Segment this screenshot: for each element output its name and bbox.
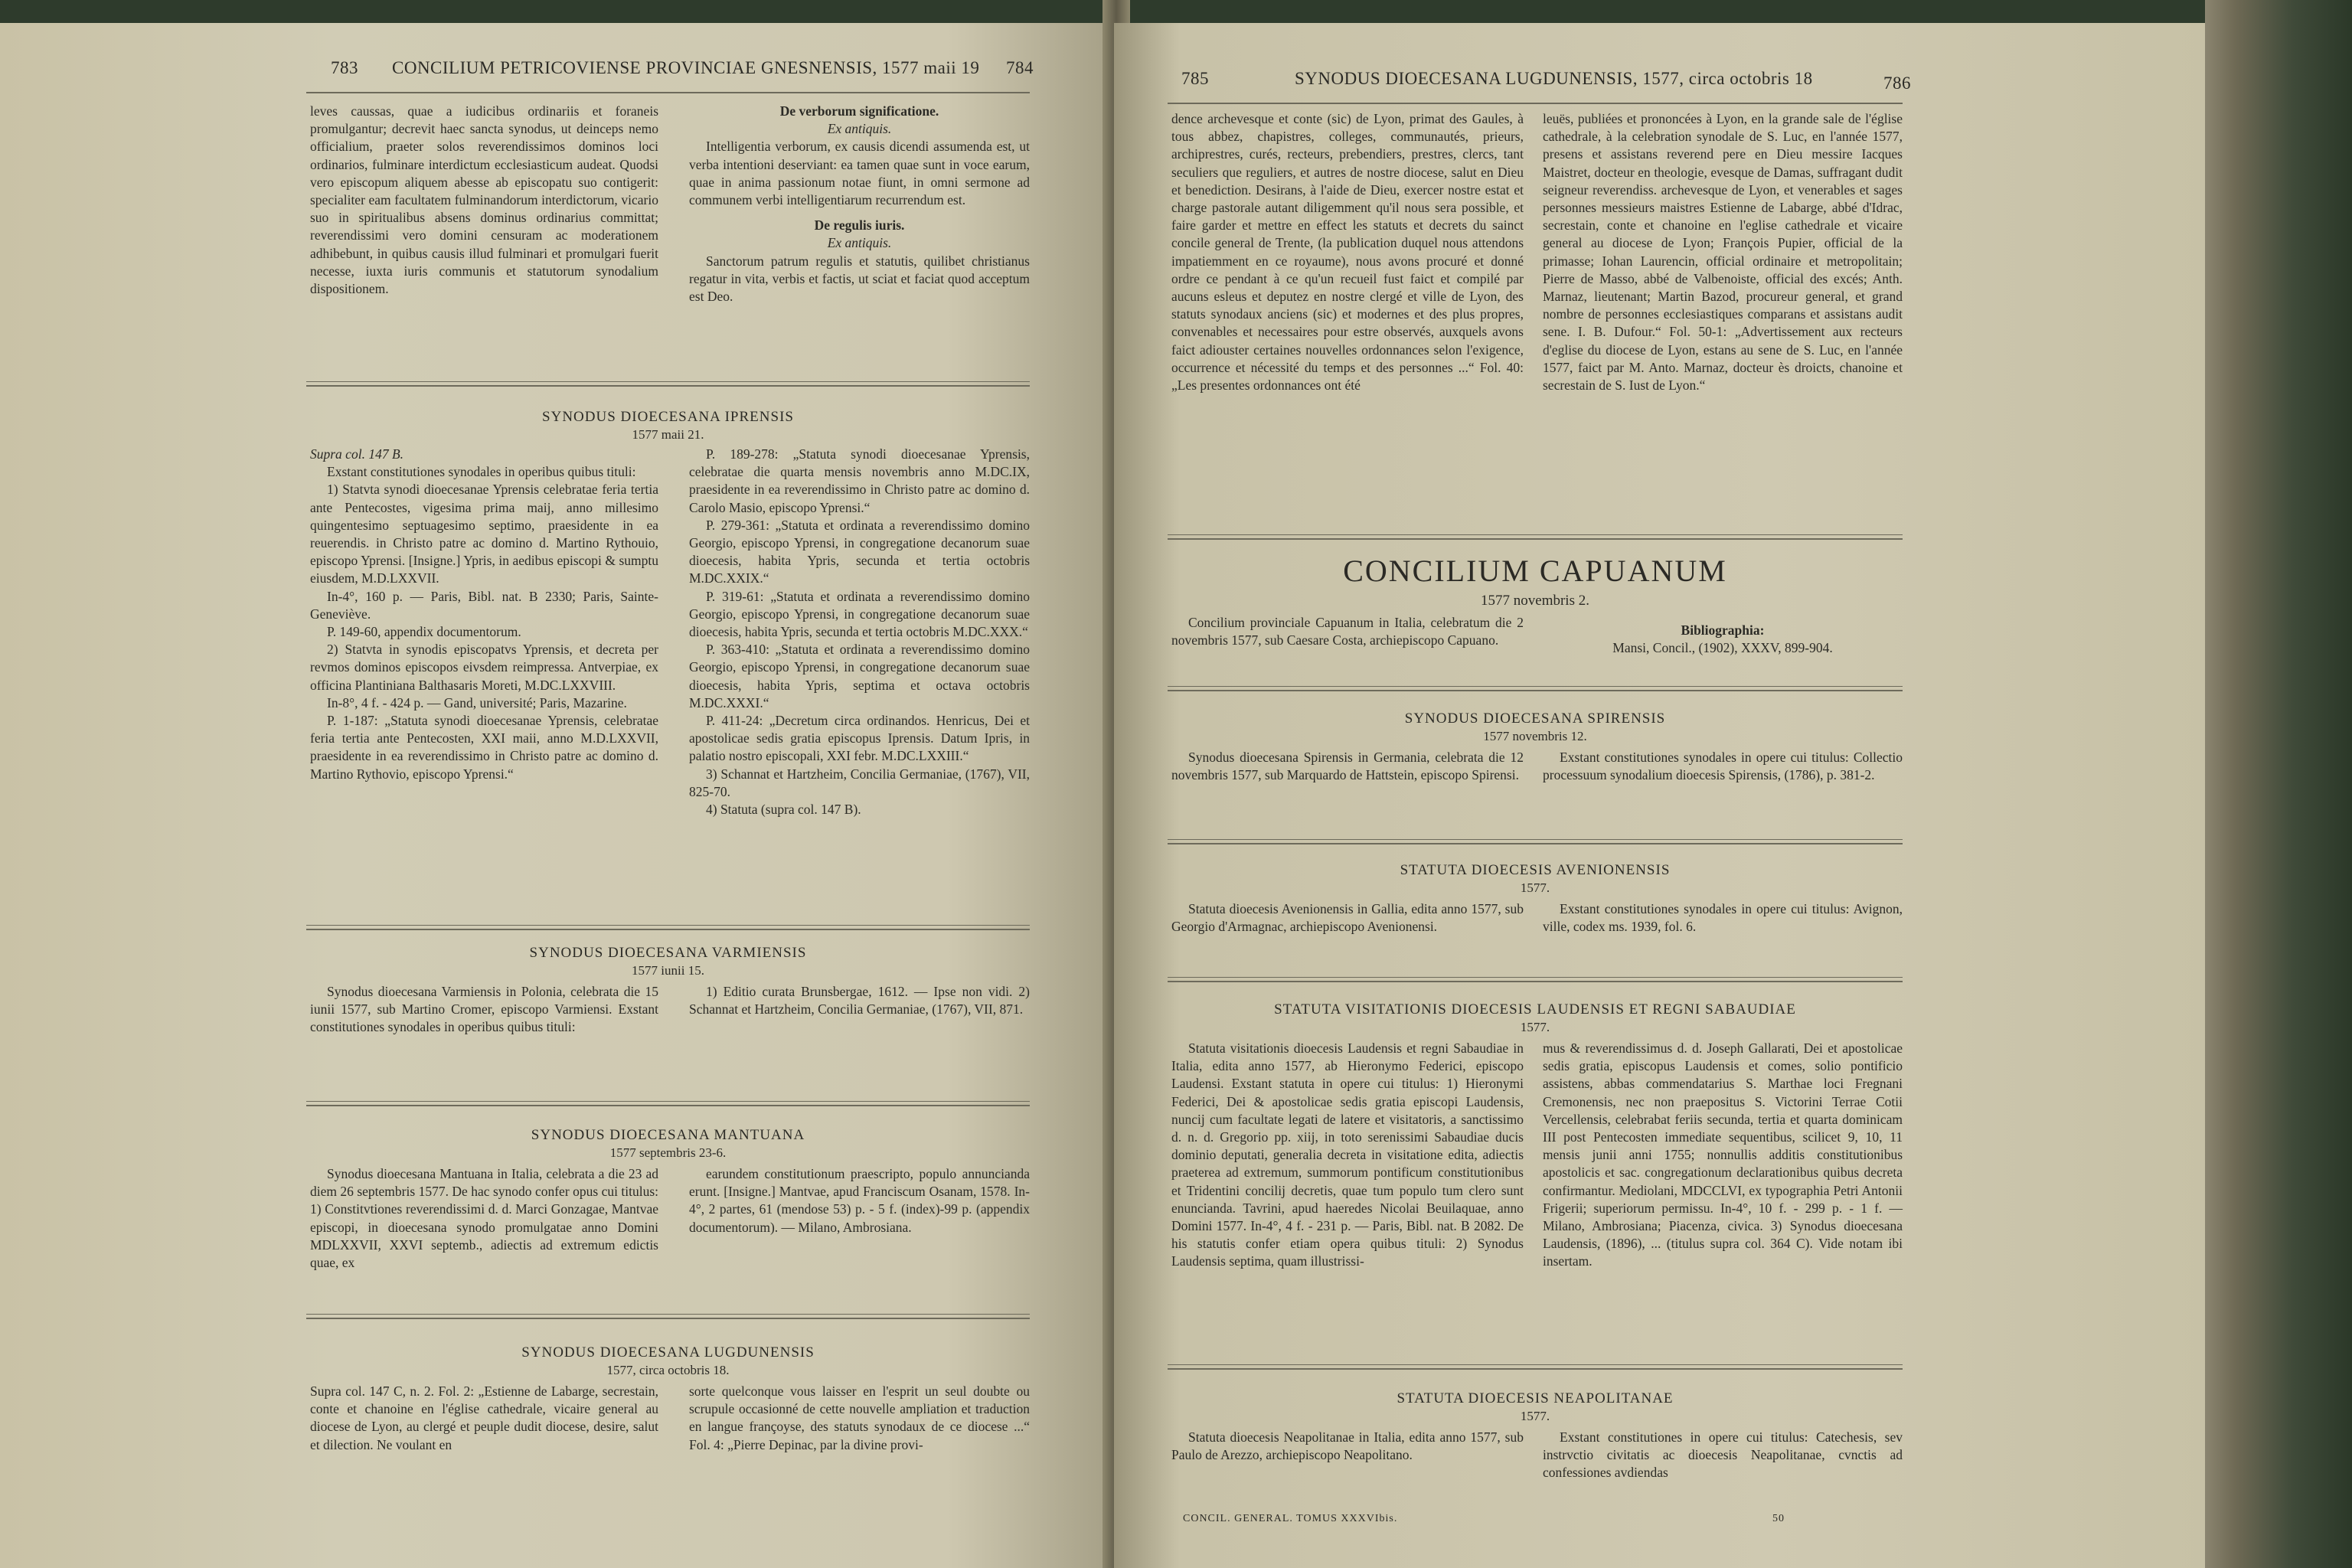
page-block-edge	[2205, 0, 2352, 1568]
section-heading: De regulis iuris.	[814, 217, 905, 234]
section-date: 1577.	[1520, 1020, 1550, 1034]
section-title: SYNODUS DIOECESANA MANTUANA	[531, 1127, 805, 1143]
section-separator	[1168, 534, 1903, 540]
section-date: 1577 septembris 23-6.	[609, 1145, 727, 1160]
council-title: CONCILIUM CAPUANUM	[1343, 554, 1727, 588]
text-column: Synodus dioecesana Mantuana in Italia, celebrata a die 23 ad diem 26 septembris 1577. De hac synodo confer opus cui titulus: 1) Constitvtiones reverendissimi d. d. Marci Gonzagae, Mantvae episcopi, in dioecesana synodo promulgatae anno Domini MDLXXVII, XXVI septemb., adiectis ad extremum edictis quae, ex	[310, 1166, 658, 1271]
section-separator	[1168, 977, 1903, 982]
page-number-783: 783	[331, 58, 358, 77]
section-date: 1577 iunii 15.	[632, 963, 704, 978]
text-column: 1) Editio curata Brunsbergae, 1612. — Ipse non vidi. 2) Schannat et Hartzheim, Concilia Germaniae, (1767), VII, 871.	[689, 984, 1030, 1018]
section-separator	[1168, 1364, 1903, 1370]
section-date: 1577 maii 21.	[632, 427, 704, 442]
header-rule	[1168, 103, 1903, 104]
text-column: leves caussas, quae a iudicibus ordinariis et foraneis promulgantur; decrevit haec sancta synodus, ut deinceps nemo officialium, praeter solos reverendissimos dominos loci ordinarios, fulminare interdictum ecclesiasticum audeat. Quodsi vero episcopum aliquem abesse ab episcopatu suo contigerit: specialiter eam facultatem fulminandorum interdictorum, vicario suo in spiritualibus absens dominus ordinarius committat; reverendissimi vero domini censuram ac moderationem adhibebunt, in quibus causis illud fulminari et promulgari fuerit necesse, iuxta iuris communis et statutorum synodalium dispositionem.	[310, 103, 658, 297]
section-subheading: Ex antiquis.	[827, 121, 892, 137]
section-separator	[306, 1101, 1030, 1106]
text-column: Exstant constitutiones synodales in opere cui titulus: Collectio processuum synodalium dioecesis Spirensis, (1786), p. 381-2.	[1543, 750, 1903, 783]
bibliography	[1543, 622, 1903, 657]
text-column: dence archevesque et conte (sic) de Lyon, primat des Gaules, à tous abbez, chapistres, colleges, communautés, prieurs, archiprestres, curés, recteurs, prebendiers, prestres, clercs, tant seculiers que reguliers, et autres de nostre diocese, salut en Dieu et benediction. Desirans, à l'aide de Dieu, exercer nostre estat et charge pastorale autant diligemment qu'il nous sera possible, et faire garder et mettre en effect les statuts et decrets du sainct concile general de Trente, (la publication duquel nous attendons impatiemment en ce royaume), nous avons procuré et donné ordre ce pendant à ce qu'un recueil fust faict et compilé par aucuns esleus et deputez en nostre clergé et ville de Lyon, des statuts synodaux anciens (sic) et modernes et des plus propres, convenables et necessaires pour estre observés, auxquels avons faict adiouster certaines nouvelles ordonnances selon l'exigence, occurrence et nécessité du temps et des personnes ...“ Fol. 40: „Les presentes ordonnances ont été	[1171, 111, 1524, 394]
signature-number: 50	[1772, 1513, 1785, 1524]
running-title: CONCILIUM PETRICOVIENSE PROVINCIAE GNESNENSIS, 1577 maii 19	[392, 58, 980, 77]
section-date: 1577.	[1520, 880, 1550, 895]
section-heading: De verborum significatione.	[779, 103, 939, 119]
text-column: Supra col. 147 C, n. 2. Fol. 2: „Estienne de Labarge, secrestain, conte et chanoine en l'église cathedrale, vicaire general au diocese de Lyon, au clergé et peuple dudit diocese, desire, salut et dilection. Ne voulant en	[310, 1383, 658, 1452]
signature-mark: CONCIL. GENERAL. TOMUS XXXVIbis.	[1183, 1513, 1398, 1524]
section-title: SYNODUS DIOECESANA VARMIENSIS	[529, 945, 807, 961]
text-column: Statuta dioecesis Neapolitanae in Italia, edita anno 1577, sub Paulo de Arezzo, archiepiscopo Neapolitano.	[1171, 1429, 1524, 1463]
section-title: STATUTA DIOECESIS NEAPOLITANAE	[1396, 1390, 1674, 1406]
page-number-786: 786	[1883, 74, 1911, 93]
text-column: leuës, publiées et prononcées à Lyon, en la grande sale de l'église cathedrale, à la celebration synodale de S. Luc, en l'année 1577, presens et assistans reverend pere en Dieu messire Iacques Maistret, docteur en theologie, evesque de Damas, suffragant dudit seigneur reverendiss. archevesque de Lyon, et venerables et sages personnes messieurs maistres Estienne de Labarge, abbé d'Idrac, secrestain, conte et chanoine en l'eglise cathedrale et vicaire general au diocese de Lyon; François Pupier, official de la primasse; Iohan Laurencin, official ordinaire et metropolitain; Pierre de Masso, abbé de Valbenoiste, official des excés; Anth. Marnaz, lieutenant; Martin Bazod, procureur general, et grand nombre de personnes ecclesiastiques comparans et assistans audit sene. I. B. Dufour.“ Fol. 50-1: „Advertissement aux recteurs d'eglise du diocese de Lyon, estans au sene de S. Luc, en l'année 1577, faict par M. Anto. Marnaz, docteur ès droicts, chanoine et secrestain de S. Iust de Lyon.“	[1543, 111, 1903, 394]
text-column: Concilium provinciale Capuanum in Italia, celebratum die 2 novembris 1577, sub Caesare Costa, archiepiscopo Capuano.	[1171, 615, 1524, 648]
text-column: De verborum significatione. Ex antiquis. Intelligentia verborum, ex causis dicendi assumenda est, ut verba intentioni deserviant: ea tamen quae sunt in voce earum, quae in anima passionum notae fiunt, in omni sermone ad communem verbi intelligentiarum recurrendum est. De regulis iuris. Ex antiquis. Sanctorum patrum regulis et statutis, quilibet christianus regatur in vita, verbis et factis, ut sciat et faciat quod acceptum est Deo.	[689, 103, 1030, 305]
text-column: Exstant constitutiones synodales in opere cui titulus: Avignon, ville, codex ms. 1939, fol. 6.	[1543, 901, 1903, 935]
section-separator	[306, 925, 1030, 930]
bibliography-entry: Mansi, Concil., (1902), XXXV, 899-904.	[1612, 640, 1833, 656]
text-column: Supra col. 147 B. Exstant constitutiones synodales in operibus quibus tituli: 1) Statvta synodi dioecesanae Yprensis celebratae feria tertia ante Pentecostes, vigesima prima maij, anno millesimo quingentesimo septuagesimo septimo, praesidente in ea reuerendis. in Christo patre ac domino d. Martino Rythouio, episcopo Yprensi. [Insigne.] Ypris, in aedibus episcopi & sumptu eiusdem, M.D.LXXVII. In-4°, 160 p. — Paris, Bibl. nat. B 2330; Paris, Sainte-Geneviève. P. 149-60, appendix documentorum. 2) Statvta in synodis episcopatvs Yprensis, et decreta per revmos dominos episcopos eivsdem reimpressa. Antverpiae, ex officina Plantiniana Balthasaris Moreti, M.DC.LXXVIII. In-8°, 4 f. - 424 p. — Gand, université; Paris, Mazarine. P. 1-187: „Statuta synodi dioecesanae Yprensis, celebratae feria tertia ante Pentecosten, XXI maii, anno M.D.LXXVII, praesidente in ea reverendissimo in Christo patre ac domino d. Martino Rythovio, episcopo Yprensi.“	[310, 446, 658, 782]
section-date: 1577.	[1520, 1409, 1550, 1423]
text-column: mus & reverendissimus d. d. Joseph Gallarati, Dei et apostolicae sedis gratia, episcopus Laudensis et comes, solio pontificio assistens, abbas commendatarius S. Marthae loci Fregnani Cremonensis, nec non praepositus S. Victorini Terrae Cotii Vercellensis, celebrabat feriis secunda, tertia et quarta dominicam III post Pentecosten immediate sequentibus, scilicet 9, 10, 11 mensis junii anni 1755; nonnullis additis constitutionibus apostolicis et sac. congregationum declarationibus quibus decreta confirmantur. Mediolani, MDCCLVI, ex typographia Petri Antonii Frigerii; superiorum permissu. In-4°, 10 f. - 299 p. - 1 f. — Milano, Ambrosiana; Piacenza, civica. 3) Synodus dioecesana Laudensis, (1896), ... (titulus supra col. 364 C). Vide notam ibi insertam.	[1543, 1040, 1903, 1269]
page-number-784: 784	[1006, 58, 1034, 77]
header-rule	[306, 92, 1030, 93]
left-page	[0, 23, 1114, 1568]
section-separator	[1168, 839, 1903, 844]
section-title: SYNODUS DIOECESANA SPIRENSIS	[1404, 710, 1666, 727]
text-column: P. 189-278: „Statuta synodi dioecesanae Yprensis, celebratae die quarta mensis novembris anno M.DC.IX, praesidente in ea reverendissimo in Christo patre ac domino d. Carolo Masio, episcopo Yprensi.“ P. 279-361: „Statuta et ordinata a reverendissimo domino Georgio, episcopo Yprensi, in congregatione decanorum suae dioecesis, habita Ypris, secunda et tertia octobris M.DC.XXIX.“ P. 319-61: „Statuta et ordinata a reverendissimo domino Georgio, episcopo Yprensi, in congregatione decanorum suae dioecesis, habita Ypris, secunda et tertia octobris M.DC.XXX.“ P. 363-410: „Statuta et ordinata a reverendissimo domino Georgio, episcopo Yprensi, in congregatione decanorum suae dioecesis, habita Ypris, septima et octava octobris M.DC.XXXI.“ P. 411-24: „Decretum circa ordinandos. Henricus, Dei et apostolicae sedis gratia episcopus Iprensis. Datum Ipris, in palatio nostro episcopali, XXI febr. M.DC.LXXIII.“ 3) Schannat et Hartzheim, Concilia Germaniae, (1767), VII, 825-70. 4) Statuta (supra col. 147 B).	[689, 446, 1030, 818]
text-column: Statuta visitationis dioecesis Laudensis et regni Sabaudiae in Italia, edita anno 1577, ab Hieronymo Federici, episcopo Laudensi. Exstant statuta in opere cui titulus: 1) Hieronymi Federici, Dei & apostolicae sedis gratia episcopi Laudensis, nuncij cum facultate legati de latere et visitatoris, a sanctissimo d. n. d. Gregorio pp. xiij, in toto serenissimi Sabaudiae ducis dominio deputati, generalia decreta in visitatione edita, adiectis praeterea ad extremum, summorum pontificum constitutionibus et Tridentini concilij decretis, quae tum populo tum clero sunt enuncianda. Tavrini, apud haeredes Nicolai Beuilaquae, anno Domini 1577. In-4°, 4 f. - 231 p. — Paris, Bibl. nat. B 2082. De his statutis confer etiam opera quibus tituli: 2) Synodus Laudensis septima, quam illustrissi-	[1171, 1040, 1524, 1269]
section-title: STATUTA DIOECESIS AVENIONENSIS	[1400, 862, 1671, 878]
running-title: SYNODUS DIOECESANA LUGDUNENSIS, 1577, circa octobris 18	[1295, 69, 1813, 88]
section-date: 1577, circa octobris 18.	[606, 1363, 730, 1377]
right-page	[1114, 23, 2209, 1568]
bibliography-heading: Bibliographia:	[1681, 622, 1765, 638]
text-column: Exstant constitutiones in opere cui titulus: Catechesis, sev instrvctio civitatis ac dioecesis Neapolitanae, cvnctis ad confessiones avdiendas	[1543, 1429, 1903, 1481]
section-title: STATUTA VISITATIONIS DIOECESIS LAUDENSIS ET REGNI SABAUDIAE	[1274, 1001, 1796, 1018]
page-number-785: 785	[1181, 69, 1209, 88]
text-column: earundem constitutionum praescripto, populo annuncianda erunt. [Insigne.] Mantvae, apud Franciscum Osanam, 1578. In-4°, 2 partes, 61 (mendose 53) p. - 5 f. (index)-99 p. (appendix documentorum). — Milano, Ambrosiana.	[689, 1166, 1030, 1235]
text-column: sorte quelconque vous laisser en l'esprit un seul doubte ou scrupule occasionné de cette nouvelle ampliation et traduction en langue françoyse, des statuts synodaux de ce diocese ...“ Fol. 4: „Pierre Depinac, par la divine provi-	[689, 1383, 1030, 1452]
section-separator	[1168, 686, 1903, 691]
text-column: Synodus dioecesana Varmiensis in Polonia, celebrata die 15 iunii 1577, sub Martino Cromer, episcopo Varmiensi. Exstant constitutiones synodales in operibus quibus tituli:	[310, 984, 658, 1035]
text-column: Statuta dioecesis Avenionensis in Gallia, edita anno 1577, sub Georgio d'Armagnac, archiepiscopo Avenionensi.	[1171, 901, 1524, 935]
section-separator	[306, 381, 1030, 387]
section-separator	[306, 1314, 1030, 1319]
section-subheading: Ex antiquis.	[827, 235, 892, 251]
text-column: Synodus dioecesana Spirensis in Germania, celebrata die 12 novembris 1577, sub Marquardo de Hattstein, episcopo Spirensi.	[1171, 750, 1524, 783]
section-title: SYNODUS DIOECESANA IPRENSIS	[542, 409, 794, 425]
section-date: 1577 novembris 2.	[1481, 593, 1589, 609]
section-title: SYNODUS DIOECESANA LUGDUNENSIS	[521, 1344, 815, 1361]
section-date: 1577 novembris 12.	[1483, 729, 1587, 743]
